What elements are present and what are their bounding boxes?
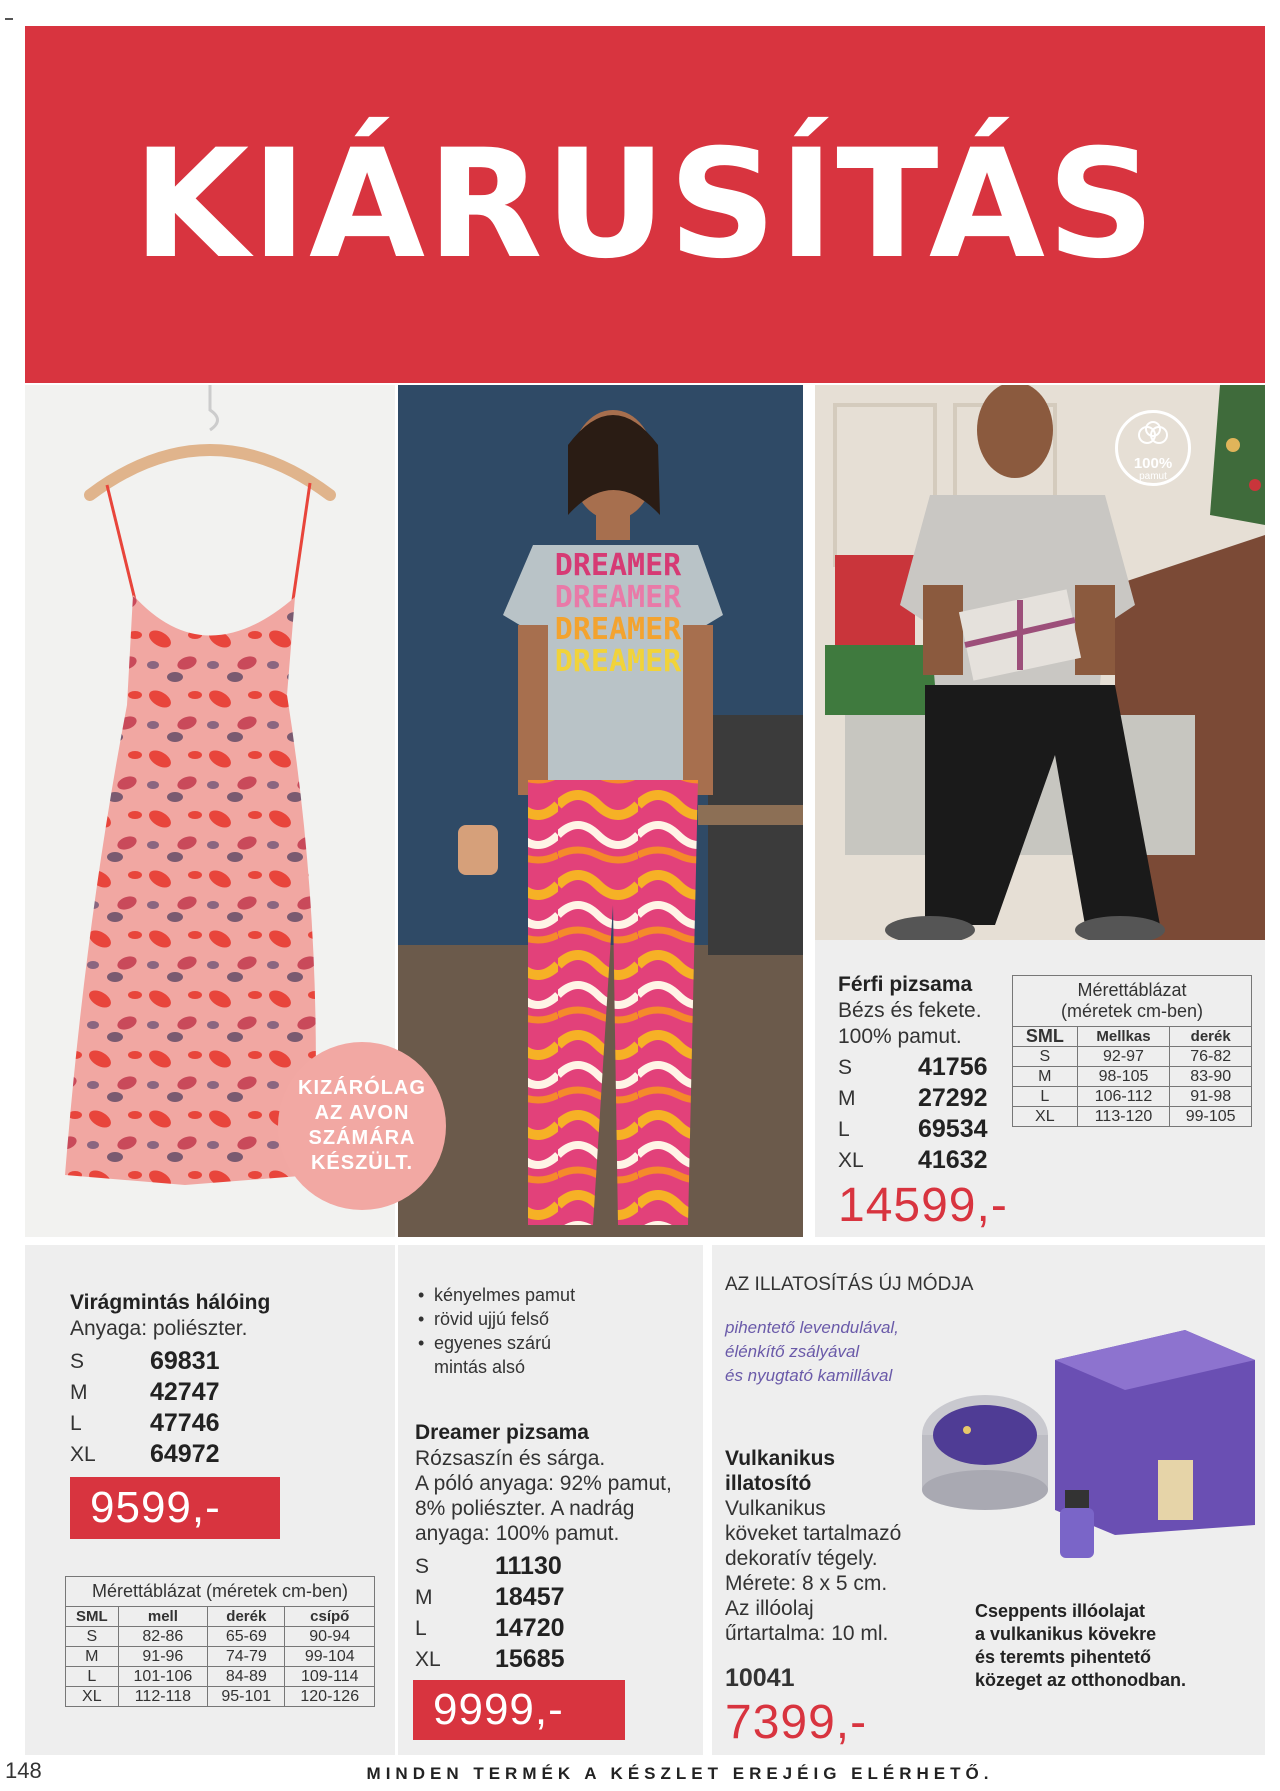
men-price: 14599,- (838, 1179, 1008, 1232)
diffuser-desc-2: köveket tartalmazó (725, 1522, 902, 1545)
table-row (1013, 1107, 1252, 1127)
table-cell: 101-106 (118, 1667, 207, 1687)
list-item: mintás alsó (434, 1357, 526, 1377)
size-label: L (415, 1616, 427, 1640)
size-row (415, 1582, 565, 1613)
table-header: SML (1013, 1027, 1078, 1047)
dreamer-desc-2: A póló anyaga: 92% pamut, (415, 1472, 672, 1495)
dreamer-desc-1: Rózsaszín és sárga. (415, 1447, 606, 1470)
page-number: 148 (5, 1758, 42, 1783)
shirt-print-4: DREAMER (554, 644, 682, 679)
note-line: Cseppents illóolajat (975, 1601, 1146, 1621)
table-cell: 91-98 (1170, 1087, 1252, 1107)
table-cell: 65-69 (208, 1627, 285, 1647)
diffuser-desc-6: űrtartalma: 10 ml. (725, 1622, 889, 1645)
note-line: közeget az otthonodban. (975, 1670, 1186, 1690)
badge-line: KIZÁRÓLAG (298, 1077, 426, 1099)
men-desc-2: 100% pamut. (838, 1025, 962, 1048)
table-cell: S (66, 1627, 119, 1647)
men-pajama-photo (815, 385, 1265, 940)
diffuser-code: 10041 (725, 1664, 795, 1692)
size-label: M (415, 1585, 433, 1609)
diffuser-desc-5: Az illóolaj (725, 1597, 814, 1620)
table-row (1013, 1087, 1252, 1107)
diffuser-title-2: illatosító (725, 1472, 812, 1495)
dreamer-pajama-photo (398, 385, 803, 1237)
size-row (415, 1613, 565, 1644)
list-item: • egyenes szárú (418, 1333, 552, 1353)
table-header: derék (208, 1607, 285, 1627)
table-cell: 112-118 (118, 1687, 207, 1707)
shirt-print-2: DREAMER (554, 580, 682, 615)
table-cell: 92-97 (1077, 1047, 1170, 1067)
table-header: SML (66, 1607, 119, 1627)
table-cell: 74-79 (208, 1647, 285, 1667)
dreamer-title: Dreamer pizsama (415, 1421, 589, 1444)
product-code: 27292 (918, 1084, 988, 1112)
product-code: 47746 (150, 1409, 220, 1437)
dreamer-desc-4: anyaga: 100% pamut. (415, 1522, 620, 1545)
table-caption-line: (méretek cm-ben) (1060, 1001, 1204, 1021)
table-row (66, 1687, 375, 1707)
size-row (70, 1408, 220, 1439)
cotton-icon (1135, 421, 1171, 453)
men-title: Férfi pizsama (838, 973, 973, 996)
size-label: S (70, 1349, 85, 1373)
product-code: 15685 (495, 1645, 565, 1673)
table-cell: 90-94 (285, 1627, 375, 1647)
size-row (415, 1551, 565, 1582)
table-header: mell (118, 1607, 207, 1627)
size-label: XL (70, 1442, 96, 1466)
table-cell: 83-90 (1170, 1067, 1252, 1087)
size-row (70, 1439, 220, 1470)
table-cell: L (66, 1667, 119, 1687)
diffuser-desc-1: Vulkanikus (725, 1497, 826, 1520)
diffuser-desc-4: Mérete: 8 x 5 cm. (725, 1572, 888, 1595)
table-cell: 91-96 (118, 1647, 207, 1667)
table-cell: 98-105 (1077, 1067, 1170, 1087)
product-code: 69831 (150, 1347, 220, 1375)
diffuser-price: 7399,- (725, 1696, 868, 1749)
note-line: a vulkanikus kövekre (975, 1624, 1157, 1644)
diffuser-desc-3: dekoratív tégely. (725, 1547, 878, 1570)
table-cell: M (1013, 1067, 1078, 1087)
badge-line: AZ AVON (314, 1102, 410, 1124)
list-item: • kényelmes pamut (418, 1285, 576, 1305)
size-label: XL (838, 1148, 864, 1172)
size-row (838, 1052, 988, 1083)
scent-line: pihentető levendulával, (725, 1318, 899, 1337)
table-cell: M (66, 1647, 119, 1667)
nightgown-price: 9599,- (70, 1477, 280, 1539)
product-code: 14720 (495, 1614, 565, 1642)
dreamer-desc-3: 8% poliészter. A nadrág (415, 1497, 635, 1520)
table-row (66, 1627, 375, 1647)
dreamer-price: 9999,- (413, 1680, 625, 1740)
table-cell: 99-105 (1170, 1107, 1252, 1127)
size-label: M (70, 1380, 88, 1404)
table-cell: 84-89 (208, 1667, 285, 1687)
table-cell: 82-86 (118, 1627, 207, 1647)
diffuser-title-1: Vulkanikus (725, 1447, 836, 1470)
table-cell: XL (66, 1687, 119, 1707)
table-cell: 76-82 (1170, 1047, 1252, 1067)
corner-mark (5, 18, 13, 20)
table-cell: XL (1013, 1107, 1078, 1127)
dreamer-size-codes (415, 1551, 565, 1675)
nightgown-size-table (65, 1576, 375, 1707)
size-row (838, 1114, 988, 1145)
shirt-print-3: DREAMER (554, 612, 682, 647)
diffuser-product-image (915, 1320, 1260, 1590)
size-label: S (838, 1055, 853, 1079)
size-row (415, 1644, 565, 1675)
table-header: Mellkas (1077, 1027, 1170, 1047)
size-row (70, 1377, 220, 1408)
cotton-label: pamut (1139, 471, 1167, 482)
size-row (838, 1083, 988, 1114)
dreamer-features (418, 1283, 575, 1379)
cotton-badge (1115, 410, 1191, 486)
men-table-caption (1012, 975, 1252, 1026)
banner-title: KIÁRUSÍTÁS (132, 117, 1158, 292)
scent-line: élénkítő zsályával (725, 1342, 860, 1361)
table-row (66, 1647, 375, 1667)
product-code: 64972 (150, 1440, 220, 1468)
product-code: 42747 (150, 1378, 220, 1406)
nightgown-title: Virágmintás hálóing (70, 1291, 271, 1314)
table-cell: 106-112 (1077, 1087, 1170, 1107)
men-size-table (1012, 975, 1252, 1127)
product-code: 41632 (918, 1146, 988, 1174)
diffuser-scents (725, 1316, 899, 1388)
table-cell: 113-120 (1077, 1107, 1170, 1127)
list-item: • rövid ujjú felső (418, 1309, 550, 1329)
table-cell: L (1013, 1087, 1078, 1107)
size-label: L (838, 1117, 850, 1141)
table-header: derék (1170, 1027, 1252, 1047)
product-code: 41756 (918, 1053, 988, 1081)
note-line: és teremts pihentető (975, 1647, 1152, 1667)
table-cell: S (1013, 1047, 1078, 1067)
cotton-percent: 100% (1133, 455, 1173, 472)
product-code: 69534 (918, 1115, 988, 1143)
size-label: L (70, 1411, 82, 1435)
table-row (1013, 1047, 1252, 1067)
size-label: S (415, 1554, 430, 1578)
nightgown-size-codes (70, 1346, 220, 1470)
diffuser-heading: AZ ILLATOSÍTÁS ÚJ MÓDJA (725, 1274, 974, 1295)
men-size-codes (838, 1052, 988, 1176)
diffuser-note (975, 1600, 1186, 1692)
product-code: 11130 (495, 1552, 562, 1580)
table-header: csípő (285, 1607, 375, 1627)
badge-line: KÉSZÜLT. (310, 1152, 414, 1174)
badge-line: SZÁMÁRA (308, 1127, 416, 1149)
sale-banner (25, 26, 1265, 383)
table-cell: 120-126 (285, 1687, 375, 1707)
table-cell: 95-101 (208, 1687, 285, 1707)
size-row (838, 1145, 988, 1176)
nightgown-desc: Anyaga: poliészter. (70, 1317, 248, 1340)
size-label: XL (415, 1647, 441, 1671)
footer-disclaimer: MINDEN TERMÉK A KÉSZLET EREJÉIG ELÉRHETŐ. (366, 1764, 994, 1783)
men-desc-1: Bézs és fekete. (838, 999, 982, 1022)
table-row (66, 1667, 375, 1687)
size-row (70, 1346, 220, 1377)
table-cell: 109-114 (285, 1667, 375, 1687)
table-row (1013, 1067, 1252, 1087)
table-caption-line: Mérettáblázat (1077, 980, 1187, 1000)
scent-line: és nyugtató kamillával (725, 1366, 893, 1385)
nightgown-table-caption: Mérettáblázat (méretek cm-ben) (65, 1576, 375, 1606)
table-cell: 99-104 (285, 1647, 375, 1667)
avon-exclusive-badge (278, 1042, 446, 1210)
product-code: 18457 (495, 1583, 565, 1611)
shirt-print-1: DREAMER (554, 548, 682, 583)
size-label: M (838, 1086, 856, 1110)
